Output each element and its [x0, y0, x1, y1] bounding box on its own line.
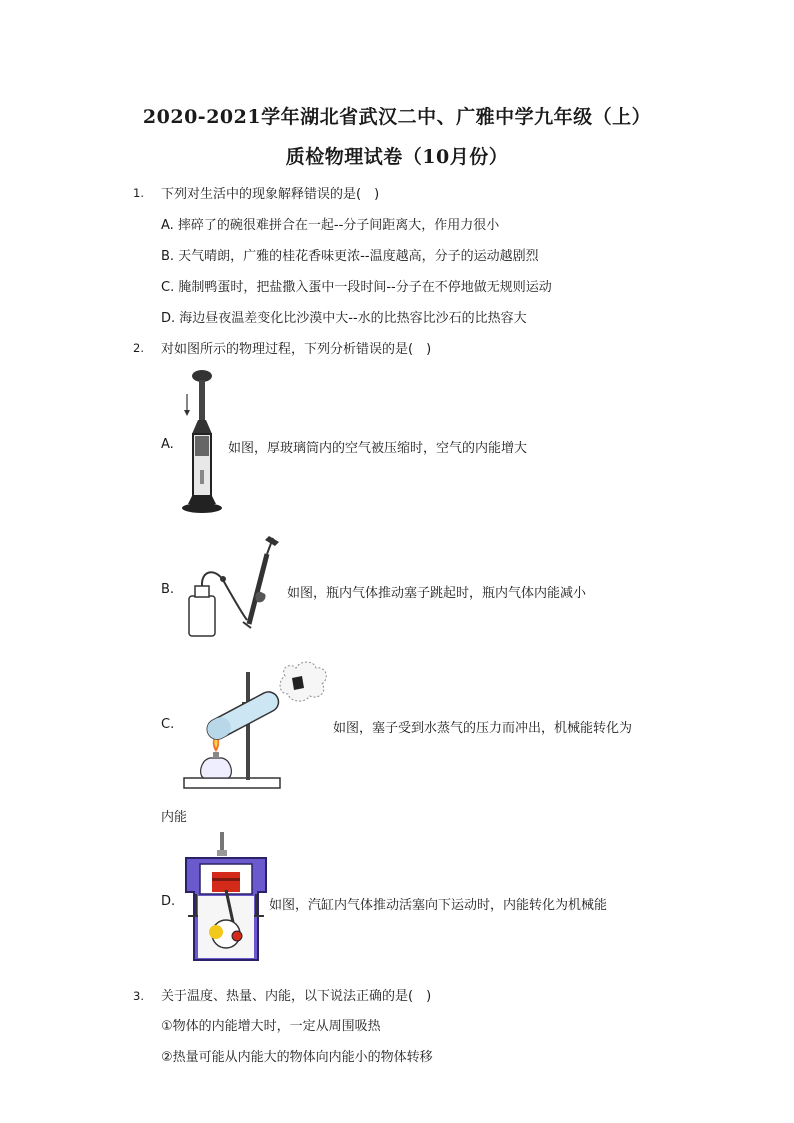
question-2-option-a-text: 如图，厚玻璃筒内的空气被压缩时，空气的内能增大: [228, 441, 528, 456]
question-2-number: 2.: [133, 341, 144, 355]
exam-title-line2: 质检物理试卷（10月份）: [285, 146, 509, 168]
question-2-option-c-text: 如图，塞子受到水蒸气的压力而冲出，机械能转化为: [333, 721, 633, 736]
question-1-option-b: B. 天气晴朗，广雅的桂花香味更浓--温度越高，分子的运动越剧烈: [161, 249, 539, 264]
question-2-option-a-letter: A.: [161, 437, 174, 452]
exam-title-line1: 2020-2021学年湖北省武汉二中、广雅中学九年级（上）: [142, 106, 652, 128]
question-2-option-c-continuation: 内能: [161, 810, 188, 825]
question-3-statement-1: ①物体的内能增大时，一定从周围吸热: [161, 1019, 381, 1034]
question-2-option-d-text: 如图，汽缸内气体推动活塞向下运动时，内能转化为机械能: [269, 898, 608, 913]
bottle-stopper-pump-figure: [183, 532, 285, 640]
steam-test-tube-figure: [182, 658, 332, 790]
question-1-option-d: D. 海边昼夜温差变化比沙漠中大--水的比热容比沙石的比热容大: [161, 311, 527, 326]
question-2-option-c-letter: C.: [161, 717, 175, 732]
engine-cylinder-figure: [184, 832, 268, 962]
question-2-option-b-letter: B.: [161, 582, 175, 597]
question-2-option-b-text: 如图，瓶内气体推动塞子跳起时，瓶内气体内能减小: [287, 586, 587, 601]
question-1-option-c: C. 腌制鸭蛋时，把盐撒入蛋中一段时间--分子在不停地做无规则运动: [161, 280, 552, 295]
question-2-option-d-letter: D.: [161, 894, 176, 909]
question-3-stem: 关于温度、热量、内能，以下说法正确的是( ): [161, 989, 432, 1004]
question-1-number: 1.: [133, 186, 144, 200]
question-3-number: 3.: [133, 989, 144, 1003]
compression-cylinder-figure: [178, 366, 224, 518]
question-1-option-a: A. 摔碎了的碗很难拼合在一起--分子间距离大，作用力很小: [161, 218, 500, 233]
question-2-stem: 对如图所示的物理过程，下列分析错误的是( ): [161, 342, 432, 357]
question-1-stem: 下列对生活中的现象解释错误的是( ): [161, 187, 380, 202]
question-3-statement-2: ②热量可能从内能大的物体向内能小的物体转移: [161, 1050, 433, 1065]
